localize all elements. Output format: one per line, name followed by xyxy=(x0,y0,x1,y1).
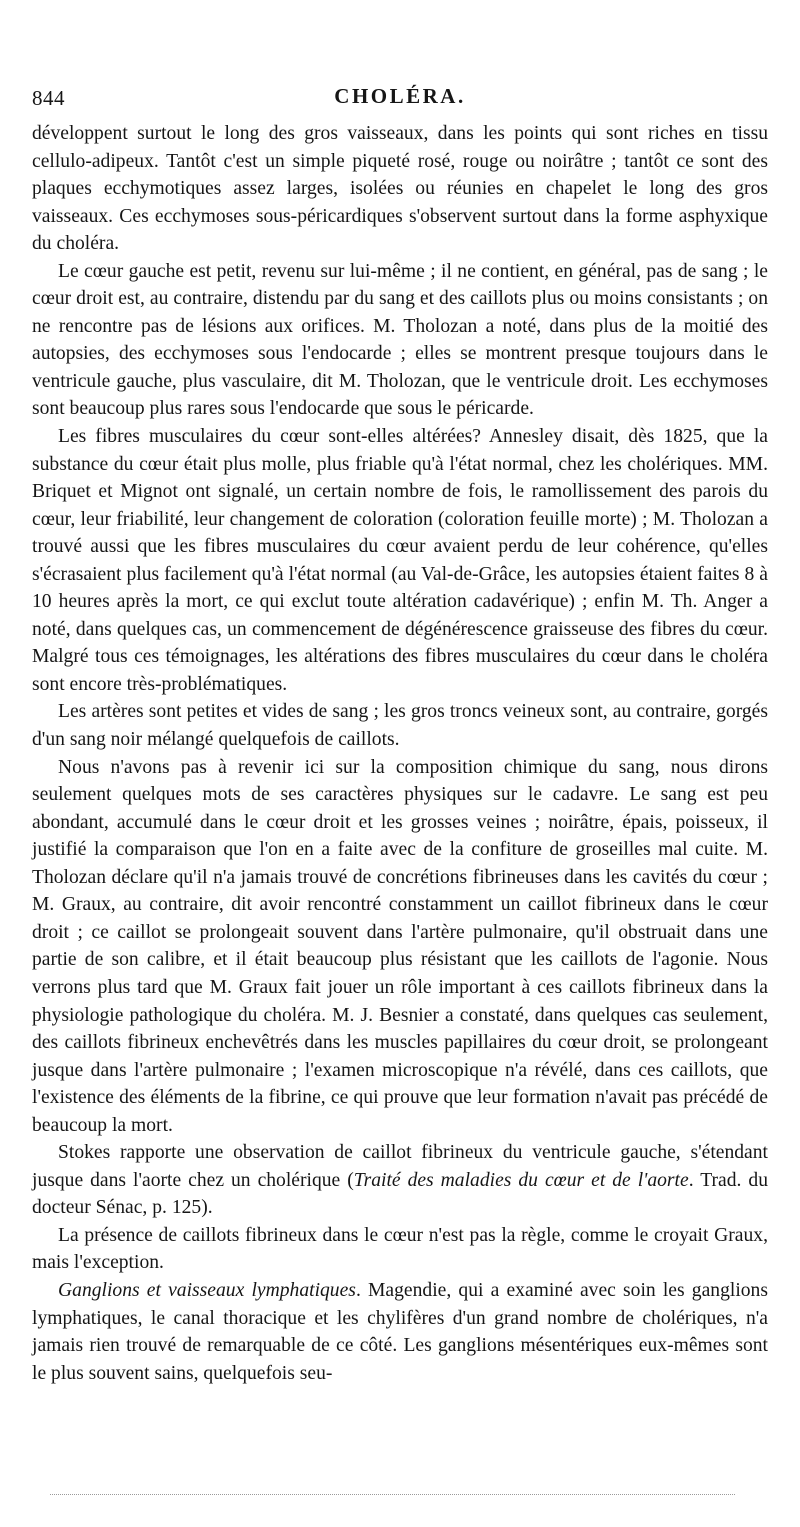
running-title: CHOLÉRA. xyxy=(334,84,466,108)
paragraph-3 xyxy=(32,423,768,698)
text-run: . Trad. du docteur Sénac, p. 125). xyxy=(32,1169,768,1219)
text-run: La présence de caillots fibrineux dans le cœur n'est pas la règle, comme le croyait Graux, mais l'exception. xyxy=(32,1224,768,1274)
paragraph-1 xyxy=(32,120,768,258)
paragraph-7 xyxy=(32,1222,768,1277)
paragraph-5 xyxy=(32,754,768,1140)
book-page xyxy=(32,80,768,1387)
text-run: développent surtout le long des gros vaisseaux, dans les points qui sont riches en tissu cellulo-adipeux. Tantôt c'est un simple piqueté rosé, rouge ou noirâtre ; tantôt ce sont des plaques ecchymotiques assez larges, isolées ou réunies en chapelet le long des gros vaisseaux. Ces ecchymoses sous-péricardiques s'observent surtout dans la forme asphyxique du choléra. xyxy=(32,123,768,255)
text-run: Les artères sont petites et vides de sang ; les gros troncs veineux sont, au contraire, gorgés d'un sang noir mélangé quelquefois de caillots. xyxy=(32,701,768,751)
text-run: Le cœur gauche est petit, revenu sur lui-même ; il ne contient, en général, pas de sang ; le cœur droit est, au contraire, distendu par du sang et des caillots plus ou moins consistants ; on ne rencontre pas de lésions aux orifices. M. Tholozan a noté, dans plus de la moitié des autopsies, des ecchymoses sous l'endocarde ; elles se montrent presque toujours dans le ventricule gauche, plus vasculaire, dit M. Tholozan, que le ventricule droit. Les ecchymoses sont beaucoup plus rares sous l'endocarde que sous le péricarde. xyxy=(32,260,768,420)
bottom-dotted-rule xyxy=(50,1494,735,1495)
page-number: 844 xyxy=(32,86,65,110)
text-run: Les fibres musculaires du cœur sont-elles altérées? Annesley disait, dès 1825, que la substance du cœur était plus molle, plus friable qu'à l'état normal, chez les cholériques. MM. Briquet et Mignot ont signalé, un certain nombre de fois, le ramollissement des parois du cœur, leur friabilité, leur changement de coloration (coloration feuille morte) ; M. Tholozan a trouvé aussi que les fibres musculaires du cœur avaient perdu de leur cohérence, qu'elles s'écrasaient plus facilement qu'à l'état normal (au Val-de-Grâce, les autopsies étaient faites 8 à 10 heures après la mort, ce qui exclut toute altération cadavérique) ; enfin M. Th. Anger a noté, dans quelques cas, un commencement de dégénérescence graisseuse des fibres du cœur. Malgré tous ces témoignages, les altérations des fibres musculaires du cœur dans le choléra sont encore très-problématiques. xyxy=(32,426,768,695)
paragraph-8 xyxy=(32,1277,768,1387)
book-title-citation: Traité des maladies du cœur et de l'aorte xyxy=(353,1169,689,1191)
section-heading-inline: Ganglions et vaisseaux lymphatiques xyxy=(58,1279,356,1301)
text-run: Nous n'avons pas à revenir ici sur la composition chimique du sang, nous dirons seulement quelques mots de ses caractères physiques sur le cadavre. Le sang est peu abondant, accumulé dans le cœur droit et les grosses veines ; noirâtre, épais, poisseux, il justifié la comparaison que l'on en a faite avec de la confiture de groseilles mal cuite. M. Tholozan déclare qu'il n'a jamais trouvé de concrétions fibrineuses dans les cavités du cœur ; M. Graux, au contraire, dit avoir rencontré constamment un caillot fibrineux dans le cœur droit ; ce caillot se prolongeait souvent dans l'artère pulmonaire, qu'il obstruait dans une partie de son calibre, et il était beaucoup plus résistant que les caillots de l'agonie. Nous verrons plus tard que M. Graux fait jouer un rôle important à ces caillots fibrineux dans la physiologie pathologique du choléra. M. J. Besnier a constaté, dans quelques cas seulement, des caillots fibrineux enchevêtrés dans les muscles papillaires du cœur droit, se prolongeant jusque dans l'artère pulmonaire ; l'examen microscopique n'a révélé, dans ces caillots, que l'existence des éléments de la fibrine, ce qui prouve que leur formation n'avait pas précédé de beaucoup la mort. xyxy=(32,756,768,1136)
text-run: . Magendie, qui a examiné avec soin les ganglions lymphatiques, le canal thoracique et les chylifères d'un grand nombre de cholériques, n'a jamais rien trouvé de remarquable de ce côté. Les ganglions mésentériques eux-mêmes sont le plus souvent sains, quelquefois seu- xyxy=(32,1279,768,1384)
text-run: Stokes rapporte une observation de caillot fibrineux du ventricule gauche, s'étendant jusque dans l'aorte chez un cholérique ( xyxy=(32,1142,768,1191)
running-head xyxy=(32,80,768,120)
body-text xyxy=(32,120,768,1387)
paragraph-4 xyxy=(32,698,768,753)
paragraph-2 xyxy=(32,258,768,423)
paragraph-6 xyxy=(32,1139,768,1222)
